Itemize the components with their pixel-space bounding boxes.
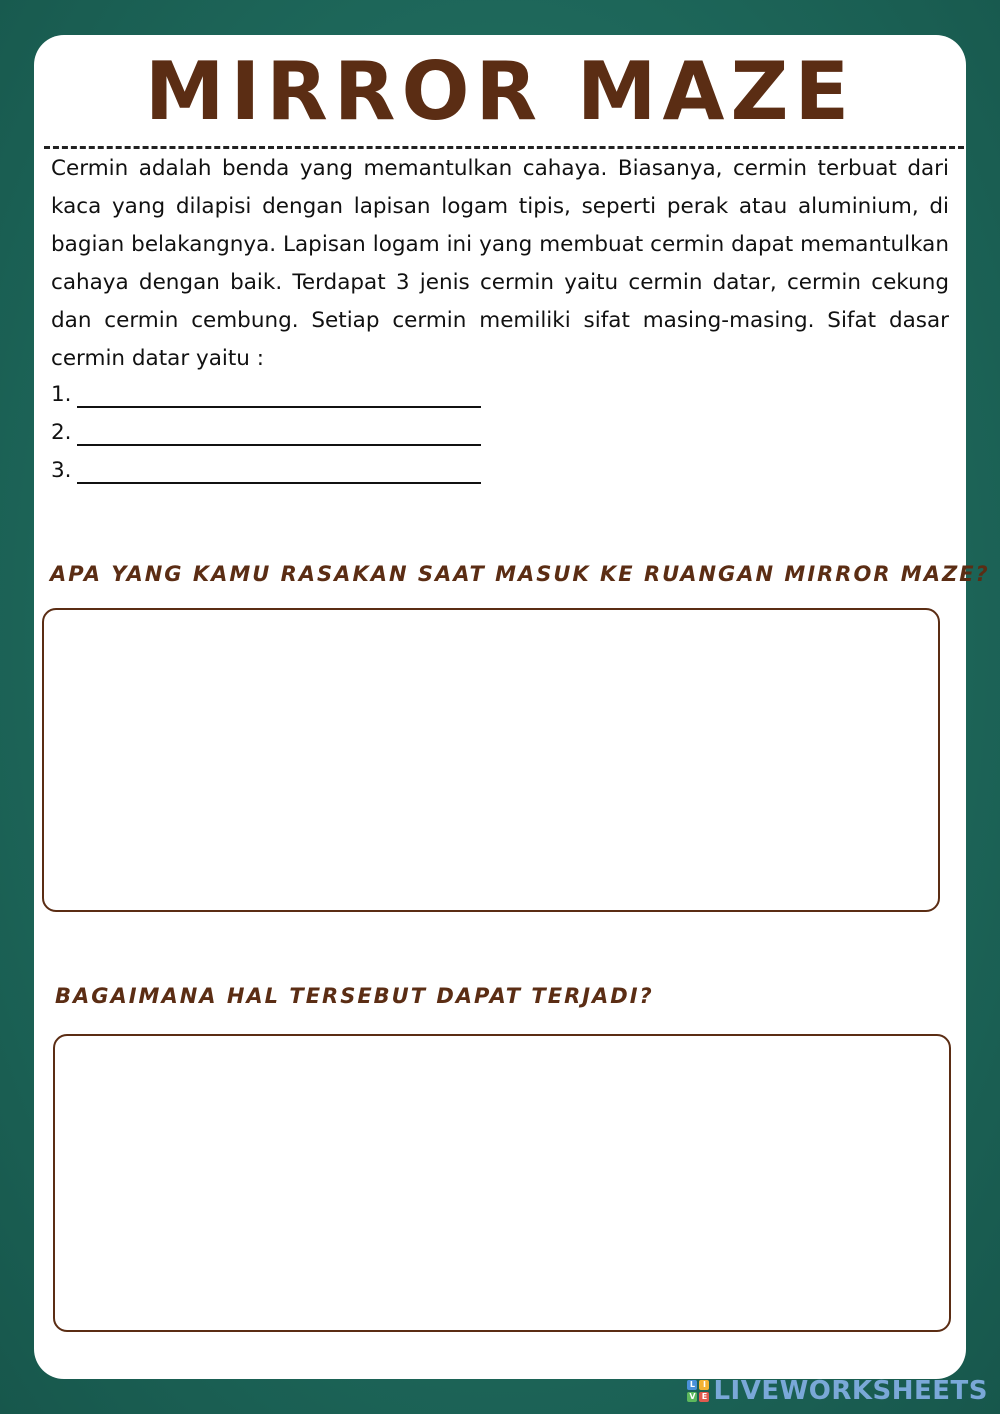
answer-number: 2. bbox=[51, 420, 72, 445]
logo-letter: E bbox=[699, 1392, 709, 1402]
answer-blank-2[interactable] bbox=[77, 444, 481, 446]
brand-name: LIVEWORKSHEETS bbox=[713, 1376, 988, 1406]
question-2: BAGAIMANA HAL TERSEBUT DAPAT TERJADI? bbox=[55, 984, 654, 1008]
title-divider bbox=[44, 146, 964, 149]
answer-line-3 bbox=[51, 458, 481, 488]
answer-number: 3. bbox=[51, 458, 72, 483]
answer-blank-1[interactable] bbox=[77, 406, 481, 408]
logo-letter: V bbox=[689, 1392, 696, 1401]
liveworksheets-logo-icon bbox=[687, 1380, 709, 1402]
page-title: MIRROR MAZE bbox=[144, 45, 856, 138]
answer-box-1[interactable] bbox=[42, 608, 940, 912]
logo-letter: I bbox=[699, 1380, 709, 1390]
answer-blank-3[interactable] bbox=[77, 482, 481, 484]
answer-line-1 bbox=[51, 382, 481, 412]
logo-letter: L bbox=[687, 1380, 697, 1390]
answer-number: 1. bbox=[51, 382, 72, 407]
question-1: APA YANG KAMU RASAKAN SAAT MASUK KE RUANGAN MIRROR MAZE? bbox=[50, 562, 990, 586]
answer-box-2[interactable] bbox=[53, 1034, 951, 1332]
answer-line-2 bbox=[51, 420, 481, 450]
liveworksheets-brand[interactable] bbox=[687, 1376, 988, 1406]
intro-paragraph: Cermin adalah benda yang memantulkan cahaya. Biasanya, cermin terbuat dari kaca yang dilapisi dengan lapisan logam tipis, seperti perak atau aluminium, di bagian belakangnya. Lapisan logam ini yang membuat cermin dapat memantulkan cahaya dengan baik. Terdapat 3 jenis cermin yaitu cermin datar, cermin cekung dan cermin cembung. Setiap cermin memiliki sifat masing-masing. Sifat dasar cermin datar yaitu : bbox=[51, 156, 949, 371]
